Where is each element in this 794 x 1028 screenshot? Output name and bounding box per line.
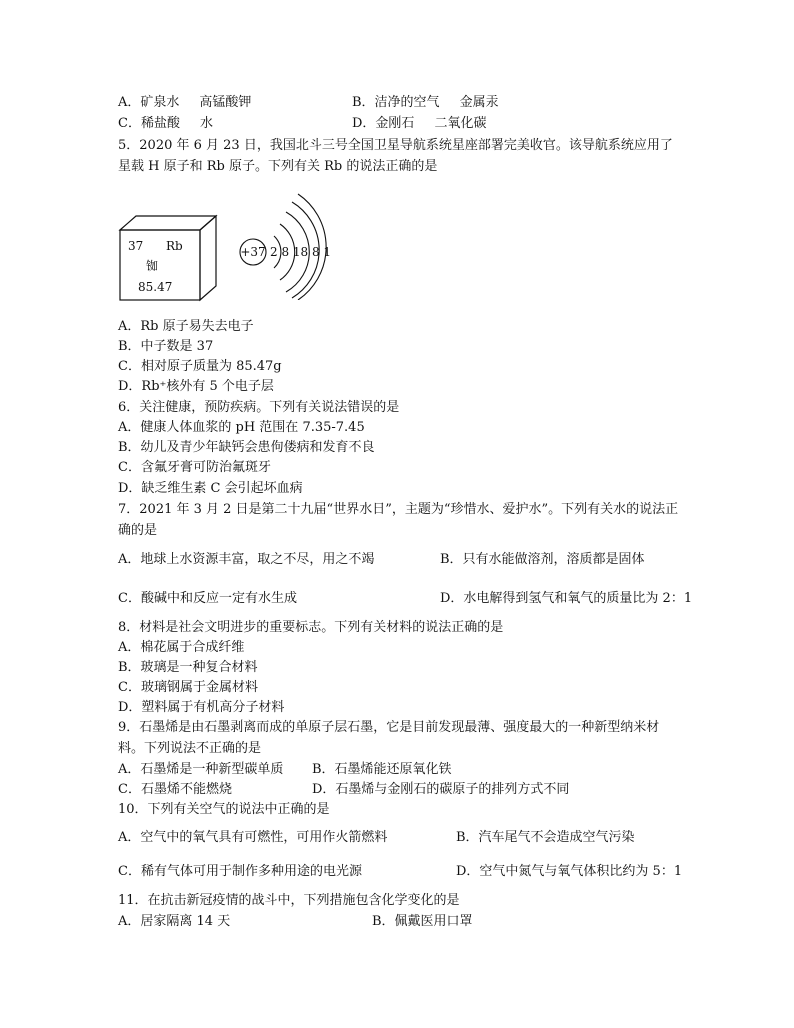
q8-option-a: A．棉花属于合成纤维 [118,640,245,655]
nucleus-charge: +37 [240,245,266,259]
q6-option-b: B．幼儿及青少年缺钙会患佝偻病和发育不良 [118,440,375,455]
q9-stem-line1: 9．石墨烯是由石墨剥离而成的单原子层石墨，它是目前发现最薄、强度最大的一种新型纳米材 [118,720,660,735]
atom-structure-diagram [236,190,346,300]
q10-option-d: D．空气中氮气与氧气体积比约为 5：1 [456,864,683,879]
q5-stem-line1: 5．2020 年 6 月 23 日，我国北斗三号全国卫星导航系统星座部署完美收官。该导航系统应用了 [118,138,673,153]
q4-option-b [352,94,499,112]
q4-option-b-text: B．洁净的空气 [352,95,440,110]
q5-option-b: B．中子数是 37 [118,339,214,354]
q11-stem: 11．在抗击新冠疫情的战斗中，下列措施包含化学变化的是 [118,893,460,908]
q4-option-c-text: C．稀盐酸 [118,116,180,131]
q5-stem-line2: 星载 H 原子和 Rb 原子。下列有关 Rb 的说法正确的是 [118,159,438,174]
q11-option-b: B．佩戴医用口罩 [372,914,473,929]
q4-option-d-text2: 二氧化碳 [434,116,487,131]
q10-stem: 10．下列有关空气的说法中正确的是 [118,802,330,817]
q11-option-a: A．居家隔离 14 天 [118,914,231,929]
element-cell-figure [118,212,218,302]
electron-counts: 2 8 18 8 1 [270,245,332,259]
q9-option-c: C．石墨烯不能燃烧 [118,782,232,797]
q8-option-d: D．塑料属于有机高分子材料 [118,700,285,715]
q6-stem: 6．关注健康，预防疾病。下列有关说法错误的是 [118,400,400,415]
q9-option-a: A．石墨烯是一种新型碳单质 [118,762,284,777]
q9-option-b: B．石墨烯能还原氧化铁 [312,762,452,777]
q4-option-b-text2: 金属汞 [459,95,499,110]
q10-option-c: C．稀有气体可用于制作多种用途的电光源 [118,864,362,879]
q5-option-c: C．相对原子质量为 85.47g [118,359,282,374]
q6-option-a: A．健康人体血浆的 pH 范围在 7.35-7.45 [118,420,365,435]
cube-side-face [200,216,216,300]
q8-option-b: B．玻璃是一种复合材料 [118,660,258,675]
q6-option-c: C．含氟牙膏可防治氟斑牙 [118,460,271,475]
q6-option-d: D．缺乏维生素 C 会引起坏血病 [118,481,303,496]
q7-stem-line1: 7．2021 年 3 月 2 日是第二十九届“世界水日”，主题为“珍惜水、爱护水”。下列有关水的说法正 [118,502,679,517]
q8-option-c: C．玻璃钢属于金属材料 [118,680,258,695]
q4-option-c [118,115,213,133]
element-symbol: Rb [166,239,183,253]
q4-option-a-text2: 高锰酸钾 [199,95,252,110]
q4-option-d [352,115,486,133]
q4-option-c-text2: 水 [199,116,213,131]
q10-option-a: A．空气中的氧气具有可燃性，可用作火箭燃料 [118,830,388,845]
q7-option-d: D．水电解得到氢气和氧气的质量比为 2：1 [440,591,693,606]
element-atomic-mass: 85.47 [138,280,173,294]
q7-stem-line2: 确的是 [118,523,158,538]
q10-option-b: B．汽车尾气不会造成空气污染 [456,830,635,845]
q4-option-d-text: D．金刚石 [352,116,415,131]
q4-option-a [118,94,251,112]
q9-stem-line2: 料。下列说法不正确的是 [118,741,262,756]
q8-stem: 8．材料是社会文明进步的重要标志。下列有关材料的说法正确的是 [118,620,504,635]
element-name: 铷 [146,259,159,273]
q5-option-a: A．Rb 原子易失去电子 [118,319,254,334]
element-atomic-number: 37 [128,239,144,253]
q4-option-a-text: A．矿泉水 [118,95,180,110]
q7-option-a: A．地球上水资源丰富，取之不尽，用之不竭 [118,552,375,567]
q7-option-b: B．只有水能做溶剂，溶质都是固体 [440,552,645,567]
q9-option-d: D．石墨烯与金刚石的碳原子的排列方式不同 [312,782,570,797]
q7-option-c: C．酸碱中和反应一定有水生成 [118,591,297,606]
q5-option-d: D．Rb⁺核外有 5 个电子层 [118,379,274,394]
